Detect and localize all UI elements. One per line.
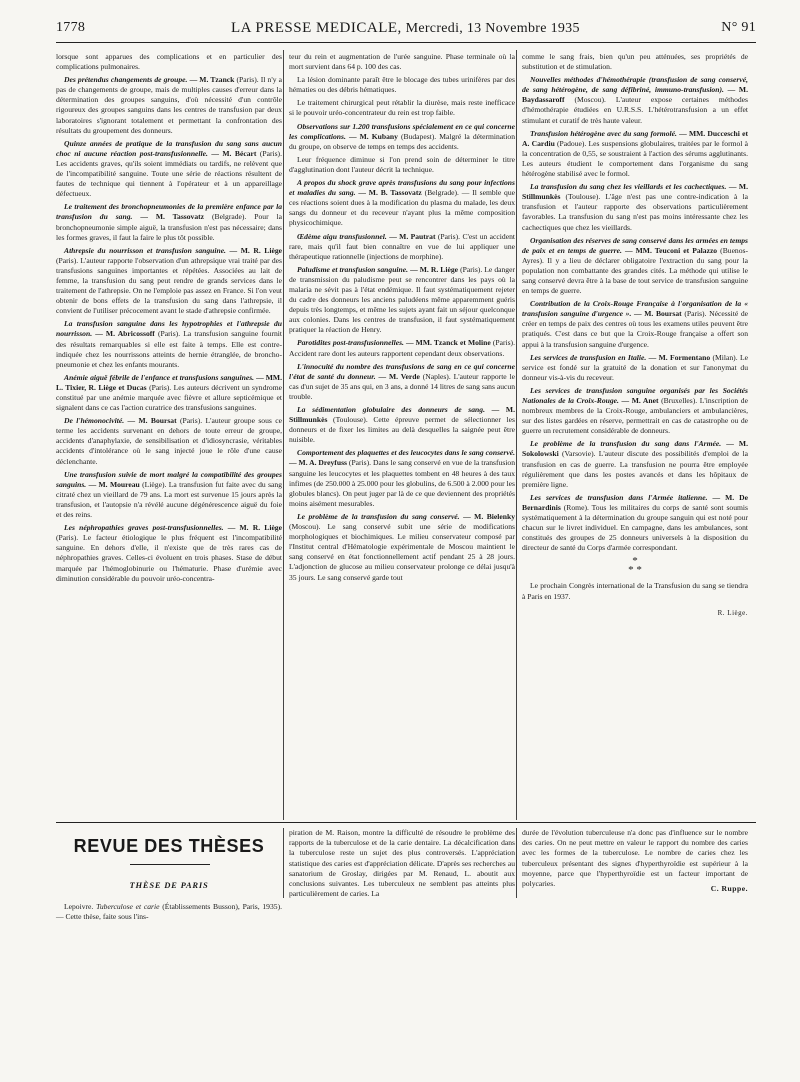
abstract-title: Le traitement des bronchopneumonies de la première enfance par la transfusion du sang. [56, 202, 282, 222]
abstract-text: (Belgrade). Pour la bronchopneumonie simple aiguë, la transfusion n'est pas nécessaire; dans les formes graves, il faut la faire le plus tôt possible. [56, 212, 282, 242]
abstract-paragraph [56, 470, 282, 520]
abstract-paragraph [522, 236, 748, 297]
abstract-text: (Paris). Nécessité de créer en temps de paix des centres où tous les examens utiles peuvent être pratiqués. C'est dans ce but que la Croix-Rouge française a offert son appui à la transfusion sanguine d'urgence. [522, 309, 748, 349]
abstract-paragraph [522, 299, 748, 349]
abstract-author: — M. Kubany [348, 131, 398, 141]
abstract-paragraph [522, 353, 748, 383]
abstract-text: (Moscou). Le sang conservé subit une série de modifications morphologiques et biochimiques. Le milieu conservateur composé par l'Institut central d'Hématologie expérimentale de Moscou maintient le sang conservé en état fonctionnellement actif pendant 25 à 28 jours. L'adjonction de glucose au milieu conservateur prolonge ce délai jusqu'à 35 jours. Le sang conservé garde tout [289, 522, 515, 582]
abstract-text: (Paris). Les auteurs décrivent un syndrome constitué par une anémie marquée avec fièvre et allure septicémique et signalent dans ce cas l'action curatrice des transfusions sanguines. [56, 382, 282, 413]
abstract-text: (Bruxelles). L'inscription de nombreux membres de la Croix-Rouge, ambulanciers et ambulancières, sur des listes gardées en réserve, permettrait en cas de catastrophe ou de guerre un recrutement considérable de donneurs. [522, 396, 748, 436]
abstract-title: Athrepsie du nourrisson et transfusion sanguine. [64, 245, 226, 255]
abstract-author: — M. Tzanck [189, 75, 235, 85]
abstract-paragraph [56, 373, 282, 413]
column-divider [516, 828, 517, 898]
abstract-author: — M. Stillmunkès [522, 182, 748, 202]
abstract-paragraph [289, 512, 515, 583]
abstract-title: Le problème de la transfusion du sang conservé. [297, 511, 460, 521]
abstract-author: — M. Pautrat [389, 231, 436, 241]
abstract-paragraph [522, 75, 748, 125]
abstract-paragraph [289, 155, 515, 175]
abstract-author: — M. Stillmunkès [289, 405, 515, 425]
column-divider [516, 50, 517, 820]
abstract-title: Comportement des plaquettes et des leucocytes dans le sang conservé. [297, 448, 515, 458]
abstract-title: De l'hémonocivité. [64, 416, 125, 426]
issue-date: Mercredi, 13 Novembre 1935 [405, 21, 580, 36]
section-rule [56, 822, 756, 823]
abstract-paragraph [56, 246, 282, 317]
abstract-text: (Paris). L'auteur rapporte l'observation d'un athrepsique vrai traité par des transfusions sanguines importantes et répétées. Associées au lait de femme, la transfusion du sang peut rendre de grands services dans le traitement de l'athrepsie. On ne l'emploie pas assez en France. Si l'on veut obtenir de bons effets de la transfusion du sang dans l'athrepsie, il convient de l'utiliser précocement avant le stade d'athrepsie confirmée. [56, 255, 282, 316]
abstract-author: — M. Bielenky [463, 511, 515, 521]
abstract-text: (Paris). La transfusion sanguine fournit des résultats remarquables si elle est faite à temps. Elle est contre-indiquée chez les nourrissons atteints de hernie étranglée, de broncho-pneumonie et chez les enfants mourants. [56, 329, 282, 369]
thesis-text: durée de l'évolution tuberculeuse n'a donc pas d'influence sur le nombre des caries. On ne peut mettre en valeur le rapport du nombre des caries avec les formes de la tuberculose. Le nombre de caries chez les tuberculeux présentant des signes d'hyperthyroïdie est supérieur à la moyenne, parce que l'hyperthyroïdie est un facteur important de polycaries. [522, 828, 748, 889]
journal-name: LA PRESSE MEDICALE, [231, 20, 402, 36]
abstract-text: (Budapest). Malgré la détermination du groupe, on observe de temps en temps des accidents. [289, 131, 515, 151]
abstract-author: — M. Baydassaroff [522, 85, 748, 105]
column-3 [522, 52, 748, 822]
abstract-author: — M. De Bernardinis [522, 492, 749, 512]
abstract-title: Parotidites post-transfusionnelles. [297, 338, 404, 348]
abstract-title: Les services de transfusion en Italie. [530, 352, 647, 362]
abstract-text: comme le sang frais, bien qu'un peu atténuées, ses propriétés de substitution et de stimulation. [522, 52, 748, 72]
abstract-author: — MM. Teuconi et Palazzo [624, 245, 718, 255]
abstract-title: La transfusion du sang chez les vieillards et les cachectiques. [530, 182, 727, 192]
issue-number: N° 91 [721, 20, 756, 35]
abstract-text: (Varsovie). L'auteur discute des possibilités d'emploi de la transfusion en cas de guerre. La transfusion ne pourra être employée régulièrement que dans les postes avancés et dans les hôpitaux de première ligne. [522, 449, 748, 489]
abstract-text: (Buenos-Ayres). Il y a lieu de déclarer obligatoire l'extraction du sang pour la population non combattante des grandes cités. La méthode qui utilise le sang conservé devra être à la base de tout service de transfusion sanguine en temps de guerre. [522, 245, 749, 296]
abstract-author: — M. Abricossoff [95, 329, 155, 339]
thesis-column-3 [522, 828, 748, 889]
abstract-paragraph [289, 405, 515, 445]
theses-heading: REVUE DES THÈSES [73, 836, 265, 856]
abstract-paragraph [56, 416, 282, 466]
thesis-signature: C. Ruppe. [710, 884, 748, 893]
abstract-text: (Belgrade). — Il semble que ces réactions soient dues à la modification du plasma du malade, les deux sangs du donneur et du receveur n'ayant plus la même composition physicochimique. [289, 188, 515, 228]
abstract-author: — M. Boursat [127, 416, 177, 426]
abstract-author: — M. R. Liège [229, 245, 283, 255]
header-rule [56, 42, 756, 43]
abstract-author: — MM. Tzanck et Moline [406, 338, 491, 348]
thesis-author: Lepoivre. [64, 902, 94, 911]
abstract-title: A propos du shock grave après transfusions du sang pour infections et maladies du sang. [289, 178, 515, 198]
abstract-text: La lésion dominante paraît être le blocage des tubes urinifères par des hématies ou des débris hématiques. [289, 75, 515, 95]
abstract-title: Organisation des réserves de sang conservé dans les armées en temps de paix et en temps de guerre. [522, 235, 748, 255]
abstract-title: Les services de transfusion dans l'Armée italienne. [530, 492, 708, 502]
abstract-author: — M. Moureau [88, 479, 140, 489]
abstract-text: (Rome). Tous les militaires du corps de santé sont soumis systématiquement à la détermination du groupe sanguin qui est noté pour chacun sur le livret individuel. En campagne, dans les ambulances, sont constitués des groupes de 25 donneurs universels à la disposition du directeur de santé du Corps d'armée correspondant. [522, 502, 748, 553]
abstract-author: — M. Verde [378, 371, 420, 381]
thesis-entry [56, 902, 282, 922]
abstract-text: (Paris). Il n'y a pas de changements de groupe, mais de multiples causes d'erreur dans la détermination des groupes sanguins, d'où nécessité d'un contrôle rigoureux des groupes sanguins dans les centres de transfusion par deux laboratoires s'ignorant totalement et permettant la confrontation des résultats du groupement des donneurs. [56, 75, 282, 135]
abstract-title: Une transfusion suivie de mort malgré la compatibilité des groupes sanguins. [56, 469, 282, 489]
column-divider [283, 50, 284, 820]
abstract-paragraph [522, 493, 748, 554]
abstract-paragraph [56, 52, 282, 72]
abstract-text: (Paris). C'est un accident rare, mais qu'il faut bien connaître en vue de lui appliquer une thérapeutique rationnelle (injections de morphine). [289, 231, 515, 261]
abstract-author: — M. R. Liège [227, 523, 282, 533]
thesis-title: Tuberculose et carie [96, 902, 160, 911]
abstract-author: — MM. L. Tixier, R. Liège et Ducas [56, 372, 282, 392]
abstract-title: Anémie aiguë fébrile de l'enfance et transfusions sanguines. [64, 372, 255, 382]
abstract-text: Leur fréquence diminue si l'on prend soin de déterminer le titre d'agglutination dont l'auteur décrit la technique. [289, 154, 515, 174]
abstract-paragraph [289, 448, 515, 509]
abstract-paragraph [289, 265, 515, 336]
abstract-title: Des prétendus changements de groupe. [64, 75, 188, 85]
abstract-title: Quinze années de pratique de la transfusion du sang sans aucun choc ni aucune réaction post-transfusionnelle. [56, 138, 282, 158]
abstract-text: lorsque sont apparues des complications et en particulier des complications pulmonaires. [56, 52, 282, 72]
page-header [56, 20, 756, 40]
abstract-text: (Paris). Les accidents graves, qu'ils soient immédiats ou tardifs, ne relèvent que de l'incompatibilité sanguine. Toute une série de réactions résultent de fautes de technique qui tiennent à l'opérateur et à un appareillage défectueux. [56, 148, 282, 199]
journal-title-line [231, 20, 580, 37]
abstract-title: Observations sur 1.200 transfusions spécialement en ce qui concerne les complications. [289, 121, 515, 141]
abstract-author: — M. Bécart [211, 148, 257, 158]
abstract-paragraph [289, 362, 515, 402]
abstract-author: — M. A. Dreyfuss [289, 458, 347, 468]
abstract-text: (Paris). Accident rare dont les auteurs rapportent cependant deux observations. [289, 338, 515, 358]
abstract-title: L'innocuité du nombre des transfusions de sang en ce qui concerne l'état de santé du donneur. [289, 361, 515, 381]
abstract-paragraph [56, 523, 282, 584]
abstract-text: (Milan). Le service est fondé sur la gratuité de la donation et sur l'anonymat du donneur vis-à-vis du receveur. [522, 352, 748, 382]
abstract-text: (Moscou). L'auteur expose certaines méthodes d'hémothérapie étudiées en U.R.S.S. L'hétérotransfusion a un effet stimulant et curatif de très haute valeur. [522, 95, 749, 125]
thesis-column-2 [289, 828, 515, 899]
abstract-paragraph [289, 338, 515, 358]
abstract-paragraph [289, 75, 515, 95]
abstract-paragraph [522, 386, 748, 436]
abstract-paragraph [56, 139, 282, 200]
abstract-text: teur du rein et augmentation de l'urée sanguine. Phase terminale où la mort survient dans 64 p. 100 des cas. [289, 52, 515, 72]
abstract-paragraph [522, 182, 748, 232]
abstract-text: (Toulouse). Cette épreuve permet de sélectionner les donneurs et de fixer les limites au delà desquelles la saignée peut être nuisible. [289, 415, 515, 445]
abstract-text: (Naples). L'auteur rapporte le cas d'un sujet de 35 ans qui, en 3 ans, a donné 14 litres de sang sans aucun trouble. [289, 371, 515, 401]
abstract-author: — M. Boursat [634, 309, 682, 319]
abstract-text: (Paris). L'auteur groupe sous ce terme les accidents survenant en dehors de toute erreur de groupe, accidents d'anaphylaxie, de sensibilisation et d'idiosyncrasie, véritables accidents d'intolérance où le sang injecté joue le rôle d'une cause déclenchante. [56, 416, 282, 466]
congress-note: Le prochain Congrès international de la Transfusion du sang se tiendra à Paris en 1937. [522, 581, 748, 601]
abstract-title: Œdème aigu transfusionnel. [297, 231, 387, 241]
column-3-body [522, 52, 748, 553]
abstract-text: (Toulouse). L'âge n'est pas une contre-indication à la transfusion et l'auteur rapporte des observations particulièrement favorables. La transfusion du sang n'est pas moins intéressante chez les cachectiques que chez les vieillards. [522, 192, 748, 232]
abstract-paragraph [522, 439, 748, 489]
abstract-author: — MM. Ducceschi et A. Cardiu [522, 128, 748, 148]
abstract-paragraph [522, 129, 748, 179]
abstract-author: — M. Anet [621, 396, 659, 405]
abstract-title: Les services de transfusion sanguine organisés par les Sociétés Nationales de la Croix-Rouge. [522, 385, 748, 405]
abstract-paragraph [289, 98, 515, 118]
abstract-text: (Liège). La transfusion fut faite avec du sang citraté chez un vieillard de 79 ans. La mort est survenue 15 jours après la transfusion, et l'autopsie n'a révélé aucune dégénérescence aiguë du foie et des reins. [56, 479, 283, 520]
abstract-paragraph [289, 52, 515, 72]
abstract-author: — M. Tassovatz [140, 212, 205, 222]
section-signature: R. Liège. [717, 608, 748, 617]
abstract-title: La transfusion sanguine dans les hypotrophies et l'athrepsie du nourrisson. [56, 319, 282, 339]
column-1 [56, 52, 282, 822]
abstract-paragraph [522, 52, 748, 72]
abstract-paragraph [289, 178, 515, 228]
abstract-title: Paludisme et transfusion sanguine. [297, 264, 409, 274]
thesis-text: piration de M. Raison, montre la difficulté de résoudre le problème des rapports de la tuberculose et de la carie dentaire. La décalcification dans la tuberculose reste un sujet des plus controversés. L'appréciation statistique des caries est d'appréciation délicate. D'après ses recherches au sanatorium de Groslay, dirigées par M. Renaud, L. aboutit aux conclusions suivantes. Les tuberculeux ne semblent pas atteints plus particulièrement de caries. La [289, 828, 515, 899]
abstract-title: Le problème de la transfusion du sang dans l'Armée. [530, 439, 722, 449]
abstract-paragraph [289, 232, 515, 262]
abstract-title: Transfusion hétérogène avec du sang formolé. [530, 128, 677, 138]
abstract-text: (Paris). Le danger de transmission du paludisme peut se rencontrer dans les pays où la malaria ne sévit pas à l'état endémique. Il faut systématiquement rejeter du cadre des donneurs les anciens paludéens même apparemment guéris depuis très longtemps, et même les sujets ayant fait un séjour quelconque aux colonies. Dans les centres de transfusion, il faut systématiquement pratiquer la réaction de Henry. [289, 264, 515, 335]
page-number: 1778 [56, 20, 86, 35]
abstract-text: (Padoue). Les suspensions globulaires, traitées par le formol à la concentration de 0,55, se soustraient à l'action des sérums agglutinants. Les auteurs étudient le comportement dans l'organisme du sang hétérogène stabilisé avec le formol. [522, 138, 748, 179]
abstract-paragraph [289, 122, 515, 152]
theses-subheading: THÈSE DE PARIS [129, 880, 209, 890]
thesis-text: (Établissements Busson), Paris, 1935). — Cette thèse, faite sous l'ins- [56, 902, 283, 922]
abstract-text: (Paris). Dans le sang conservé en vue de la transfusion sanguine les leucocytes et les plaquettes tombent en 48 heures à des taux infimes (de 250.000 à 25.000 pour les globulins, de 6.500 à 2.000 pour les globules blancs). On peut juger par là de ce que deviennent des propriétés moins aisément mesurables. [289, 458, 515, 508]
abstract-title: La sédimentation globulaire des donneurs de sang. [297, 405, 485, 414]
abstract-title: Nouvelles méthodes d'hémothérapie (transfusion de sang conservé, de sang hétérogène, de sang défibriné, immuno-transfusion). [522, 75, 748, 95]
abstract-paragraph [56, 319, 282, 369]
heading-rule [130, 864, 210, 865]
abstract-text: Le traitement chirurgical peut rétablir la diurèse, mais reste inefficace si le pouvoir uréo-concentrateur du rein est trop faible. [289, 98, 515, 118]
abstract-author: — M. Formentano [648, 352, 711, 362]
abstract-text: (Paris). Le facteur étiologique le plus fréquent est l'incompatibilité sanguine. En dehors d'elle, il n'existe que de très rares cas de néphropathies graves. Celles-ci évoluent en trois phases. Stase de début marquée par l'hémoglobinurie ou l'hématurie. Phase d'urémie avec diminution considérable du pouvoir uréo-concentra- [56, 533, 282, 583]
abstract-author: — M. B. Tassovatz [358, 188, 422, 198]
abstract-title: Les néphropathies graves post-transfusionnelles. [64, 523, 224, 533]
abstract-title: Contribution de la Croix-Rouge Française à l'organisation de la « transfusion sanguine d'urgence ». [522, 299, 748, 319]
section-asterism: * * * [628, 555, 642, 577]
column-divider [283, 828, 284, 898]
column-2 [289, 52, 515, 822]
abstract-author: — M. Sokolowski [522, 439, 748, 459]
abstract-author: — M. R. Liège [410, 264, 459, 274]
abstract-paragraph [56, 75, 282, 136]
abstract-paragraph [56, 202, 282, 242]
